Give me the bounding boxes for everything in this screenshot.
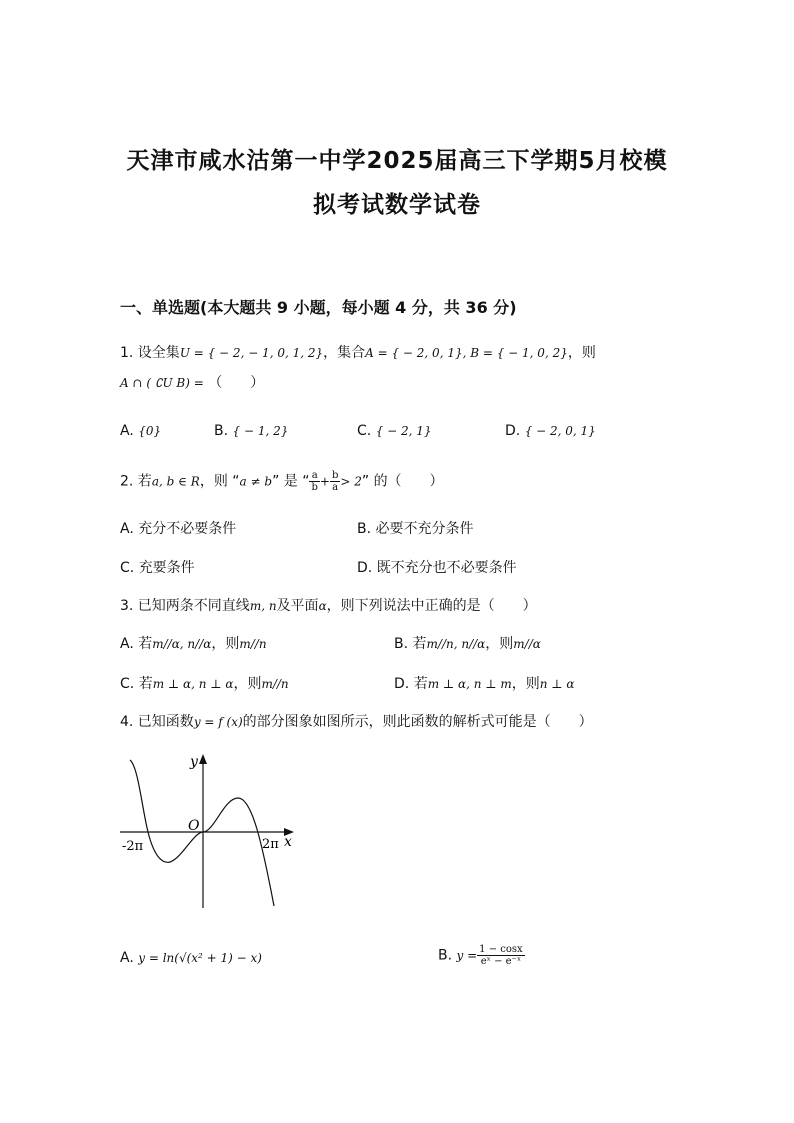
q2-then: ，则 “ (199, 473, 240, 490)
option-value: { − 1, 2} (232, 424, 289, 438)
option-value: { − 2, 1} (375, 424, 432, 438)
option-value: 既不充分也不必要条件 (376, 560, 517, 576)
option-label: A. (120, 636, 134, 652)
fraction-denominator: b (311, 482, 318, 493)
option-pre: 若 (413, 676, 428, 692)
option-condition: m//α, n//α (152, 637, 212, 651)
q3-option-c[interactable] (120, 673, 289, 693)
option-label: D. (505, 423, 521, 439)
q1-option-b[interactable] (214, 423, 288, 439)
q4-prefix: 4. 已知函数 (120, 714, 194, 730)
q2-fraction-1 (309, 470, 319, 493)
option-then: ，则 (211, 636, 240, 652)
question-1-line-2 (120, 372, 264, 392)
option-result: m//n (239, 637, 267, 651)
fraction-numerator: b (331, 470, 339, 481)
option-label: B. (214, 423, 229, 439)
q2-option-b[interactable] (357, 518, 474, 538)
q1-prefix: 1. 设全集 (120, 345, 180, 361)
q1-blank: （ ） (208, 375, 265, 391)
option-pre: 若 (138, 676, 153, 692)
option-label: B. (438, 947, 453, 964)
origin-label: O (188, 818, 200, 834)
q2-fraction-2 (330, 470, 340, 493)
question-2 (120, 470, 444, 493)
q2-suffix: ” 的（ ） (361, 473, 444, 490)
option-label: C. (120, 560, 135, 576)
q3-mid: 及平面 (276, 598, 319, 614)
option-label: D. (394, 676, 410, 692)
q1-option-a[interactable] (120, 423, 161, 439)
q2-expression-1: a ≠ b (239, 474, 273, 489)
q2-is: ” 是 “ (272, 473, 310, 490)
section-heading: 一、单选题(本大题共 9 小题，每小题 4 分，共 36 分) (120, 298, 517, 317)
q2-greater-than: > 2 (340, 474, 362, 489)
option-value: 充分不必要条件 (138, 521, 237, 537)
right-tick-label: 2π (262, 837, 279, 852)
q2-condition: a, b ∈ R (151, 474, 200, 489)
q2-option-c[interactable] (120, 557, 195, 577)
q4-suffix: 的部分图象如图所示，则此函数的解析式可能是（ ） (242, 714, 593, 730)
q1-suffix: ，则 (567, 345, 596, 361)
q4-b-fraction (477, 944, 525, 967)
fraction-numerator: a (309, 470, 319, 482)
q1-expression: A ∩ ( ∁U B) = (120, 376, 204, 390)
q4-function: y = f (x) (193, 715, 243, 729)
q1-mid: ，集合 (323, 345, 366, 361)
option-then: ，则 (485, 636, 514, 652)
option-label: A. (120, 521, 134, 537)
option-value: 充要条件 (138, 560, 195, 576)
option-pre: 若 (138, 636, 153, 652)
option-value: {0} (138, 424, 162, 438)
x-axis-label: x (284, 834, 292, 850)
q3-prefix: 3. 已知两条不同直线 (120, 598, 250, 614)
q2-plus: + (319, 474, 330, 489)
q3-option-b[interactable] (394, 633, 541, 653)
page-title-line-1: 天津市咸水沽第一中学2025届高三下学期5月校模 (126, 148, 668, 174)
option-label: C. (120, 676, 135, 692)
option-label: B. (357, 521, 372, 537)
q1-universal-set: U = { − 2, − 1, 0, 1, 2} (179, 346, 324, 360)
q3-plane: α (318, 599, 327, 613)
option-result: n ⊥ α (539, 677, 575, 691)
fraction-denominator: eˣ − e⁻ˣ (480, 956, 522, 967)
y-axis-arrow (199, 754, 207, 764)
q3-option-d[interactable] (394, 673, 574, 693)
q3-suffix: ，则下列说法中正确的是（ ） (326, 598, 537, 614)
option-then: ，则 (233, 676, 262, 692)
option-label: A. (120, 423, 134, 439)
y-axis-label: y (190, 754, 198, 770)
q2-prefix: 2. 若 (120, 473, 152, 490)
option-label: B. (394, 636, 409, 652)
option-pre: 若 (412, 636, 427, 652)
q2-option-a[interactable] (120, 518, 236, 538)
option-value: y = ln(√(x² + 1) − x) (138, 951, 262, 965)
option-label: A. (120, 950, 134, 966)
q1-option-d[interactable] (505, 423, 596, 439)
question-4 (120, 711, 593, 731)
function-curve (130, 760, 274, 906)
option-result: m//n (261, 677, 289, 691)
option-condition: m ⊥ α, n ⊥ α (152, 677, 234, 691)
question-3 (120, 595, 537, 615)
q3-option-a[interactable] (120, 633, 267, 653)
option-value-prefix: y = (456, 948, 478, 963)
q3-lines: m, n (249, 599, 277, 613)
option-then: ，则 (511, 676, 540, 692)
q1-sets: A = { − 2, 0, 1}, B = { − 1, 0, 2} (365, 346, 568, 360)
q4-option-a[interactable] (120, 950, 262, 966)
fraction-numerator: 1 − cosx (479, 944, 523, 955)
option-condition: m ⊥ α, n ⊥ m (427, 677, 512, 691)
option-value: 必要不充分条件 (375, 521, 474, 537)
q4-option-b[interactable] (438, 944, 525, 967)
page-title-line-2: 拟考试数学试卷 (313, 192, 481, 218)
q1-option-c[interactable] (357, 423, 432, 439)
left-tick-label: -2π (122, 839, 144, 854)
option-label: C. (357, 423, 372, 439)
option-value: { − 2, 0, 1} (524, 424, 596, 438)
option-result: m//α (513, 637, 541, 651)
fraction-denominator: a (332, 482, 339, 493)
function-graph (112, 748, 302, 913)
option-label: D. (357, 560, 373, 576)
option-condition: m//n, n//α (426, 637, 486, 651)
question-1-line-1 (120, 342, 596, 362)
q2-option-d[interactable] (357, 557, 517, 577)
